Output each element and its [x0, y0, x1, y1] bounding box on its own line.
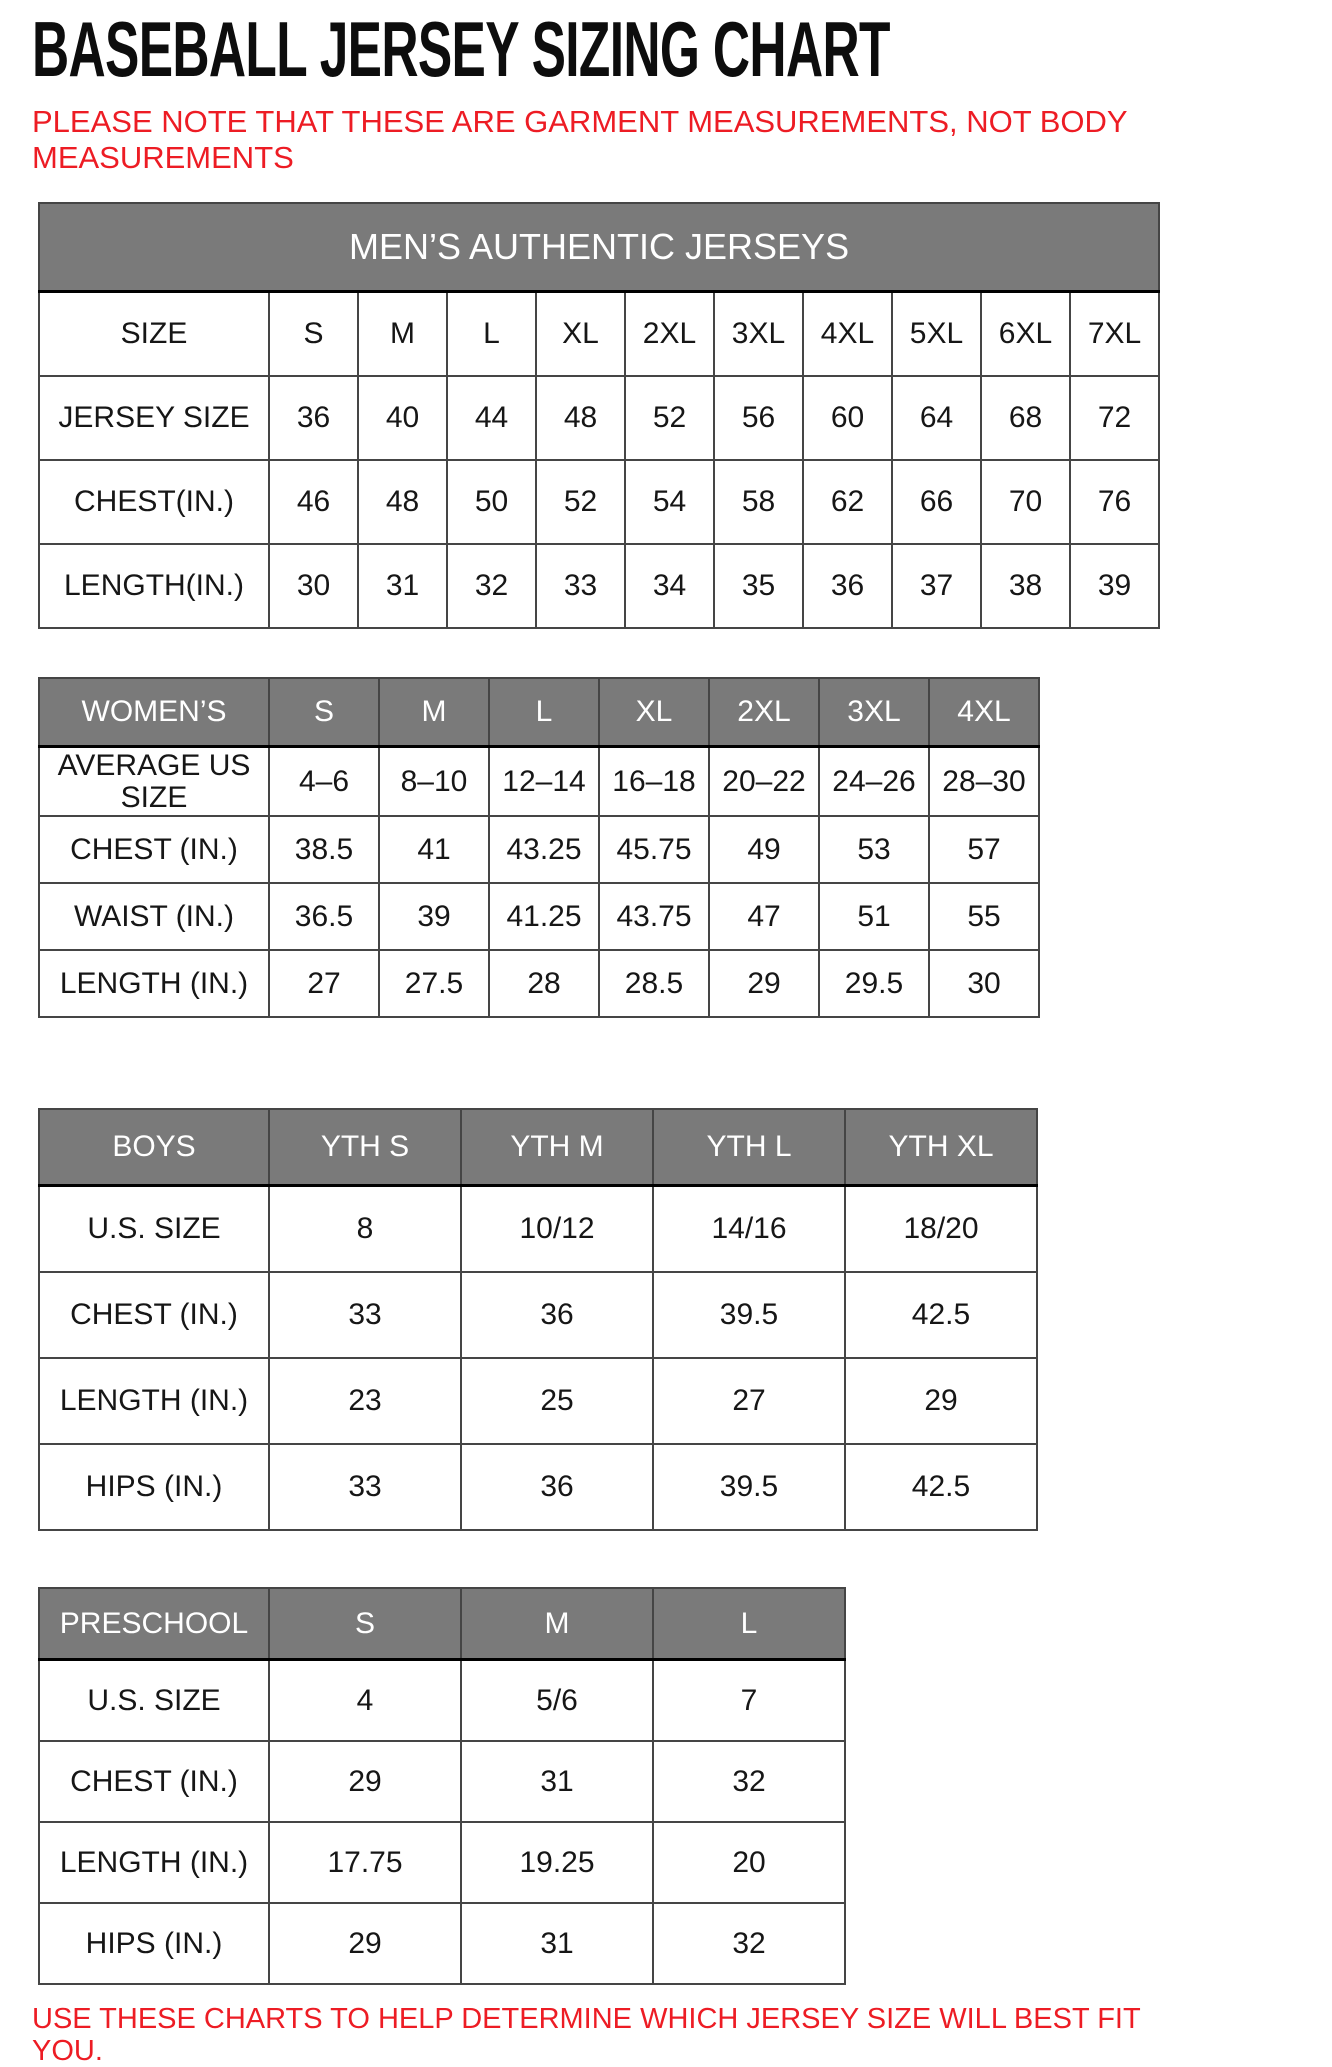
boys-cell-2-3: 29: [845, 1358, 1037, 1444]
boys-sizing-table: [38, 1108, 1038, 1531]
mens-cell-2-3: 52: [536, 460, 625, 544]
mens-row-3: [39, 544, 1159, 628]
womens-cell-2-6: 55: [929, 883, 1039, 950]
mens-row-label: SIZE: [39, 292, 269, 377]
preschool-cell-0-1: 5/6: [461, 1660, 653, 1742]
mens-cell-0-5: 3XL: [714, 292, 803, 377]
mens-cell-3-5: 35: [714, 544, 803, 628]
mens-cell-1-2: 44: [447, 376, 536, 460]
mens-cell-0-0: S: [269, 292, 358, 377]
womens-cell-0-6: 28–30: [929, 747, 1039, 817]
womens-row-label: AVERAGE US SIZE: [39, 747, 269, 817]
preschool-row-label: LENGTH (IN.): [39, 1822, 269, 1903]
mens-cell-0-8: 6XL: [981, 292, 1070, 377]
mens-cell-2-4: 54: [625, 460, 714, 544]
preschool-row-0: [39, 1660, 845, 1742]
mens-cell-3-4: 34: [625, 544, 714, 628]
mens-cell-3-2: 32: [447, 544, 536, 628]
womens-cell-3-3: 28.5: [599, 950, 709, 1017]
womens-cell-2-2: 41.25: [489, 883, 599, 950]
womens-row-2: [39, 883, 1039, 950]
womens-sizing-table: [38, 677, 1040, 1018]
boys-row-label: LENGTH (IN.): [39, 1358, 269, 1444]
title-wrap: [32, 5, 1200, 93]
mens-cell-2-8: 70: [981, 460, 1070, 544]
mens-cell-1-7: 64: [892, 376, 981, 460]
womens-cell-0-0: 4–6: [269, 747, 379, 817]
preschool-cell-1-2: 32: [653, 1741, 845, 1822]
page-title: BASEBALL JERSEY SIZING CHART: [32, 5, 890, 93]
mens-cell-0-7: 5XL: [892, 292, 981, 377]
mens-row-1: [39, 376, 1159, 460]
womens-cell-1-2: 43.25: [489, 816, 599, 883]
womens-cell-0-1: 8–10: [379, 747, 489, 817]
womens-cell-1-4: 49: [709, 816, 819, 883]
womens-header-size-5: 3XL: [819, 678, 929, 747]
mens-cell-1-6: 60: [803, 376, 892, 460]
womens-row-label: WAIST (IN.): [39, 883, 269, 950]
boys-row-label: CHEST (IN.): [39, 1272, 269, 1358]
womens-header-size-0: S: [269, 678, 379, 747]
preschool-row-label: U.S. SIZE: [39, 1660, 269, 1742]
womens-cell-1-3: 45.75: [599, 816, 709, 883]
mens-cell-1-9: 72: [1070, 376, 1159, 460]
mens-cell-2-1: 48: [358, 460, 447, 544]
womens-header-size-1: M: [379, 678, 489, 747]
mens-cell-1-3: 48: [536, 376, 625, 460]
mens-cell-0-3: XL: [536, 292, 625, 377]
mens-sizing-table: [38, 202, 1160, 629]
sizing-chart-page: [0, 5, 1200, 2067]
boys-cell-3-1: 36: [461, 1444, 653, 1530]
mens-cell-2-5: 58: [714, 460, 803, 544]
boys-cell-1-0: 33: [269, 1272, 461, 1358]
mens-row-2: [39, 460, 1159, 544]
womens-header-row: [39, 678, 1039, 747]
preschool-header-size-2: L: [653, 1588, 845, 1660]
womens-cell-3-0: 27: [269, 950, 379, 1017]
boys-row-1: [39, 1272, 1037, 1358]
garment-measurement-note: [32, 104, 1200, 176]
boys-header-row: [39, 1109, 1037, 1186]
boys-row-0: [39, 1186, 1037, 1273]
note-line-1: PLEASE NOTE THAT THESE ARE GARMENT MEASUREMENTS, NOT BODY: [32, 104, 1128, 139]
womens-cell-0-3: 16–18: [599, 747, 709, 817]
boys-cell-0-0: 8: [269, 1186, 461, 1273]
boys-cell-2-2: 27: [653, 1358, 845, 1444]
boys-cell-3-3: 42.5: [845, 1444, 1037, 1530]
womens-cell-3-1: 27.5: [379, 950, 489, 1017]
mens-row-label: CHEST(IN.): [39, 460, 269, 544]
mens-cell-1-0: 36: [269, 376, 358, 460]
mens-row-label: LENGTH(IN.): [39, 544, 269, 628]
boys-cell-1-3: 42.5: [845, 1272, 1037, 1358]
preschool-row-2: [39, 1822, 845, 1903]
womens-cell-3-6: 30: [929, 950, 1039, 1017]
mens-cell-3-1: 31: [358, 544, 447, 628]
mens-banner-row: [39, 203, 1159, 292]
boys-header-label: BOYS: [39, 1109, 269, 1186]
mens-cell-0-9: 7XL: [1070, 292, 1159, 377]
mens-cell-1-1: 40: [358, 376, 447, 460]
boys-cell-2-1: 25: [461, 1358, 653, 1444]
womens-cell-1-1: 41: [379, 816, 489, 883]
preschool-cell-3-2: 32: [653, 1903, 845, 1984]
womens-row-3: [39, 950, 1039, 1017]
preschool-cell-2-1: 19.25: [461, 1822, 653, 1903]
mens-cell-0-6: 4XL: [803, 292, 892, 377]
mens-cell-2-6: 62: [803, 460, 892, 544]
mens-cell-3-7: 37: [892, 544, 981, 628]
boys-row-3: [39, 1444, 1037, 1530]
boys-header-size-1: YTH M: [461, 1109, 653, 1186]
mens-banner-title: MEN’S AUTHENTIC JERSEYS: [39, 203, 1159, 292]
womens-cell-1-6: 57: [929, 816, 1039, 883]
mens-cell-1-8: 68: [981, 376, 1070, 460]
womens-cell-3-2: 28: [489, 950, 599, 1017]
womens-cell-2-3: 43.75: [599, 883, 709, 950]
womens-cell-2-1: 39: [379, 883, 489, 950]
boys-cell-3-2: 39.5: [653, 1444, 845, 1530]
mens-cell-2-0: 46: [269, 460, 358, 544]
preschool-row-3: [39, 1903, 845, 1984]
boys-header-size-3: YTH XL: [845, 1109, 1037, 1186]
preschool-sizing-table: [38, 1587, 846, 1985]
womens-row-label: CHEST (IN.): [39, 816, 269, 883]
mens-cell-3-9: 39: [1070, 544, 1159, 628]
mens-cell-3-0: 30: [269, 544, 358, 628]
mens-row-0: [39, 292, 1159, 377]
preschool-row-1: [39, 1741, 845, 1822]
boys-cell-1-1: 36: [461, 1272, 653, 1358]
mens-cell-1-4: 52: [625, 376, 714, 460]
womens-cell-0-5: 24–26: [819, 747, 929, 817]
preschool-row-label: HIPS (IN.): [39, 1903, 269, 1984]
womens-header-label: WOMEN’S: [39, 678, 269, 747]
boys-cell-0-2: 14/16: [653, 1186, 845, 1273]
boys-header-size-0: YTH S: [269, 1109, 461, 1186]
mens-row-label: JERSEY SIZE: [39, 376, 269, 460]
preschool-header-label: PRESCHOOL: [39, 1588, 269, 1660]
mens-cell-3-8: 38: [981, 544, 1070, 628]
mens-cell-2-9: 76: [1070, 460, 1159, 544]
mens-cell-0-1: M: [358, 292, 447, 377]
mens-cell-0-4: 2XL: [625, 292, 714, 377]
preschool-header-size-1: M: [461, 1588, 653, 1660]
preschool-cell-2-2: 20: [653, 1822, 845, 1903]
womens-cell-3-4: 29: [709, 950, 819, 1017]
preschool-cell-1-1: 31: [461, 1741, 653, 1822]
footer-note: USE THESE CHARTS TO HELP DETERMINE WHICH JERSEY SIZE WILL BEST FIT YOU.: [32, 2003, 1141, 2067]
womens-cell-2-4: 47: [709, 883, 819, 950]
boys-cell-3-0: 33: [269, 1444, 461, 1530]
womens-row-1: [39, 816, 1039, 883]
preschool-cell-1-0: 29: [269, 1741, 461, 1822]
womens-cell-2-5: 51: [819, 883, 929, 950]
preschool-header-row: [39, 1588, 845, 1660]
boys-row-2: [39, 1358, 1037, 1444]
womens-cell-1-5: 53: [819, 816, 929, 883]
preschool-header-size-0: S: [269, 1588, 461, 1660]
mens-cell-3-6: 36: [803, 544, 892, 628]
womens-header-size-4: 2XL: [709, 678, 819, 747]
note-line-2: MEASUREMENTS: [32, 140, 294, 175]
preschool-cell-0-2: 7: [653, 1660, 845, 1742]
mens-cell-1-5: 56: [714, 376, 803, 460]
womens-cell-0-4: 20–22: [709, 747, 819, 817]
boys-row-label: U.S. SIZE: [39, 1186, 269, 1273]
mens-cell-0-2: L: [447, 292, 536, 377]
boys-cell-0-3: 18/20: [845, 1186, 1037, 1273]
womens-cell-0-2: 12–14: [489, 747, 599, 817]
preschool-cell-2-0: 17.75: [269, 1822, 461, 1903]
preschool-cell-3-0: 29: [269, 1903, 461, 1984]
boys-cell-0-1: 10/12: [461, 1186, 653, 1273]
boys-cell-2-0: 23: [269, 1358, 461, 1444]
mens-cell-2-7: 66: [892, 460, 981, 544]
mens-cell-3-3: 33: [536, 544, 625, 628]
boys-header-size-2: YTH L: [653, 1109, 845, 1186]
womens-row-0: [39, 747, 1039, 817]
preschool-cell-3-1: 31: [461, 1903, 653, 1984]
preschool-cell-0-0: 4: [269, 1660, 461, 1742]
womens-cell-3-5: 29.5: [819, 950, 929, 1017]
womens-row-label: LENGTH (IN.): [39, 950, 269, 1017]
womens-header-size-3: XL: [599, 678, 709, 747]
mens-cell-2-2: 50: [447, 460, 536, 544]
preschool-row-label: CHEST (IN.): [39, 1741, 269, 1822]
womens-cell-2-0: 36.5: [269, 883, 379, 950]
womens-cell-1-0: 38.5: [269, 816, 379, 883]
womens-header-size-6: 4XL: [929, 678, 1039, 747]
womens-header-size-2: L: [489, 678, 599, 747]
boys-row-label: HIPS (IN.): [39, 1444, 269, 1530]
boys-cell-1-2: 39.5: [653, 1272, 845, 1358]
